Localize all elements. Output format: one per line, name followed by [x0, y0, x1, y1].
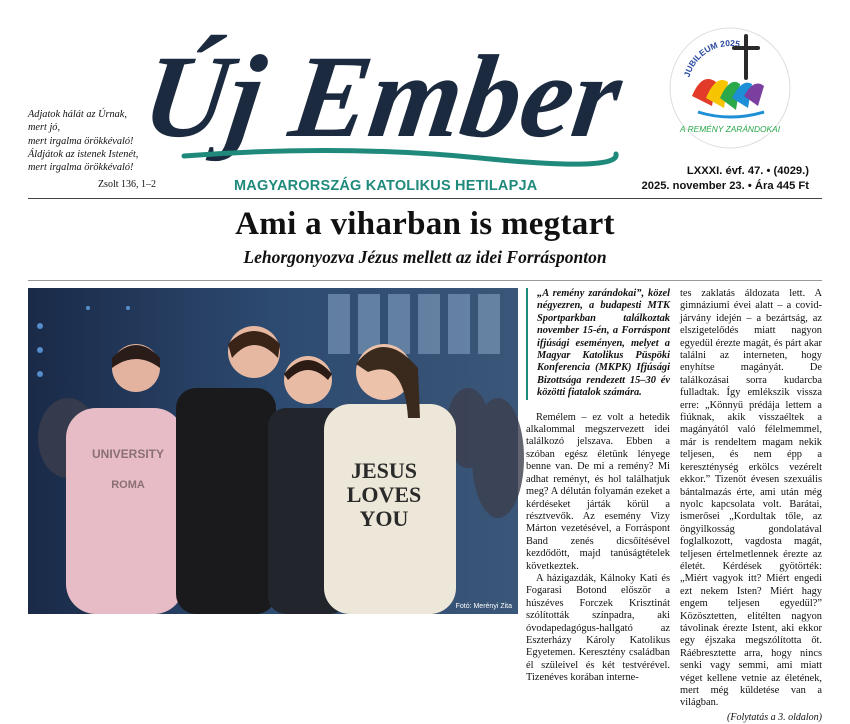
shirt-text: YOU: [359, 506, 409, 531]
shirt-text: LOVES: [346, 482, 422, 507]
masthead-rule: [28, 198, 822, 199]
quote-line: mert irgalma örökkévaló!: [28, 135, 134, 147]
article-column-2: [680, 288, 822, 724]
photo-credit: Fotó: Merényi Zita: [455, 603, 512, 610]
sub-headline: Lehorgonyozva Jézus mellett az idei Forrásponton: [243, 247, 607, 267]
masthead-subtitle: MAGYARORSZÁG KATOLIKUS HETILAPJA: [234, 178, 538, 194]
shirt-text: JESUS: [350, 458, 418, 483]
article-paragraph: Remélem – ez volt a hetedik alkalommal megszervezett idei találkozó jelszava. Ebben a szóban egész életünk lényege benne van. De mi a remény? Mi adhat reményt, és hol találhatjuk meg? A délután folyamán ezeket a kérdéseket járták körül a résztvevők. Az esemény Vizy Márton vezetésével, a Forráspont Band zenés dicsőítésével kezdődött, majd tanúságtételek következtek.: [526, 411, 670, 572]
hoodie-text: UNIVERSITY: [91, 447, 165, 461]
continuation-link[interactable]: (Folytatás a 3. oldalon): [727, 711, 822, 723]
article-column-1: [526, 288, 670, 685]
article-paragraph: tes zaklatás áldozata lett. A gimnáziumi évei alatt – a covid-járvány idején – a bezártság, az elszigetelődés miatt nagyon egyedül érezte magát, és párt akar találni az interneten, hogy enyhítse magányát. De találkozásai sorra kudarcba fulladtak. Így emlékszik vissza erre: „Könnyű prédája lettem a fiúknak, akik visszaéltek a magányától való félelmemmel, már is rendeltem magam nekik teljesen, és nem épp a kereszténység erkölcs vezérelt ekkor.” Tizenöt évesen szexuális bántalmazás érte, ami után még nyolc kapcsolata volt. Barátai, ismerősei „Kordultak tőle, az öngyilkosság gondolatával foglalkozott, vagdosta magát, teljesen értelmetlennek érezte az életét. Kérdések gyötörték: „Miért vagyok itt? Miért engedi ezt nekem Isten? Miért hagy engem teljesen egyedül?” Közösztetten, elítélten nagyon távolinak érezte Istent, aki ekkor egy éjszaka megszólította őt. Ráébresztette arra, hogy nincs senki vagy semmi, ami miatt véget kellene vetnie az életének, mert még küldetése van a világban.: [680, 288, 822, 709]
hoodie-text: ROMA: [111, 479, 145, 491]
article-paragraph: A házigazdák, Kálnoky Kati és Fogarasi Botond először a húszéves Forczek Krisztinát szólították színpadra, aki óvodapedagógus-hallgató az Eszterházy Károly Katolikus Egyetemen. Keresztény családban él szüleivel és két testvérével. Tizenéves korában interne-: [526, 572, 670, 684]
main-headline[interactable]: Ami a viharban is megtart: [235, 206, 615, 242]
issue-number: LXXXI. évf. 47. • (4029.): [686, 165, 809, 177]
jubilee-logo[interactable]: [668, 26, 792, 150]
quote-line: Áldjátok az istenek Istenét,: [28, 148, 139, 160]
masthead-logo[interactable]: [135, 28, 630, 178]
quote-line: Adjatok hálát az Úrnak,: [28, 109, 127, 120]
article-photo[interactable]: [28, 288, 518, 614]
section-rule: [28, 280, 822, 281]
quote-line: mert irgalma örökkévaló!: [28, 162, 134, 174]
issue-date-price: 2025. november 23. • Ára 445 Ft: [641, 180, 809, 192]
quote-line: mert jó,: [28, 122, 61, 134]
jubilee-tagline: A REMÉNY ZARÁNDOKAI: [679, 124, 781, 134]
logo-text: Új Ember: [135, 30, 630, 162]
quote-reference: Zsolt 136, 1–2: [97, 179, 156, 191]
issue-info: [615, 164, 809, 194]
jubilee-arc-text: JUBILEUM 2025: [681, 37, 741, 79]
article-lead: „A remény zarándokai”, közel négyezren, a budapesti MTK Sportparkban találkoztak november 15-én, a Forráspont ifjúsági eseményen, melyet a Magyar Katolikus Püspöki Konferencia (MKPK) Ifjúsági Bizottsága rendezett 15–30 év közötti fiatalok számára.: [526, 288, 670, 400]
